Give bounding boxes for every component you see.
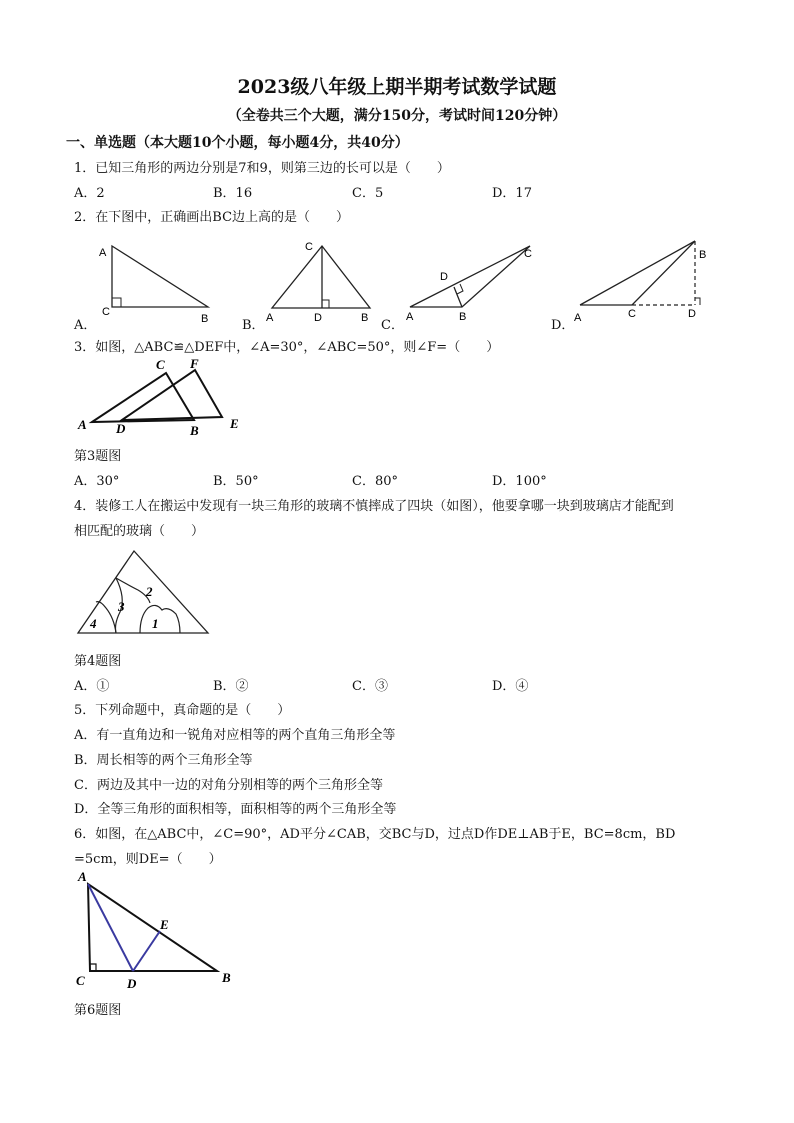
q2-option-b-letter: B． <box>242 318 265 333</box>
question-5-stem: 5．下列命题中，真命题的是（ ） <box>74 703 291 718</box>
q6-label-d: D <box>127 976 137 991</box>
q3-option-a: A．30° <box>74 474 120 489</box>
q2-option-a-letter: A． <box>74 318 97 333</box>
section-heading: 一、单选题（本大题10个小题，每小题4分，共40分） <box>66 135 409 151</box>
q6-figure <box>72 868 242 992</box>
q2d-label-b: B <box>699 249 707 261</box>
q5-option-b: B．周长相等的两个三角形全等 <box>74 753 253 768</box>
q5-option-c: C．两边及其中一边的对角分别相等的两个三角形全等 <box>74 778 383 793</box>
q4-option-b: B．② <box>213 679 249 694</box>
q2c-label-c: C <box>524 248 532 260</box>
q3-label-b: B <box>190 423 199 438</box>
q3-label-d: D <box>116 421 126 436</box>
q6-caption: 第6题图 <box>74 1003 122 1018</box>
q2-figure-d <box>572 236 712 326</box>
q3-label-e: E <box>230 416 239 431</box>
q1-option-b: B．16 <box>213 186 253 201</box>
q2b-label-b: B <box>361 312 369 324</box>
q6-label-b: B <box>222 970 231 985</box>
q4-caption: 第4题图 <box>74 654 122 669</box>
q3-option-b: B．50° <box>213 474 259 489</box>
q2c-label-b: B <box>459 311 467 323</box>
q2-option-c-letter: C． <box>381 318 404 333</box>
q2a-label-b: B <box>201 313 209 325</box>
q5-option-d: D．全等三角形的面积相等，面积相等的两个三角形全等 <box>74 802 397 817</box>
question-6-stem-line-1: 6．如图，在△ABC中，∠C=90°，AD平分∠CAB，交BC与D，过点D作DE⊥AB于E，BC=8cm，BD <box>74 827 676 842</box>
q2d-label-c: C <box>628 308 636 320</box>
question-3-stem: 3．如图，△ABC≌△DEF中，∠A=30°，∠ABC=50°，则∠F=（ ） <box>74 340 500 355</box>
q2b-label-c: C <box>305 241 313 253</box>
q4-option-a: A．① <box>74 679 110 694</box>
q1-option-c: C．5 <box>352 186 384 201</box>
question-4-stem-line-1: 4．装修工人在搬运中发现有一块三角形的玻璃不慎摔成了四块（如图），他要拿哪一块到玻璃店才能配到 <box>74 499 674 514</box>
q2c-label-d: D <box>440 271 448 283</box>
q2d-label-a: A <box>574 312 582 324</box>
q1-option-d: D．17 <box>492 186 532 201</box>
q2-figure-b <box>262 236 382 326</box>
q6-label-c: C <box>76 973 85 988</box>
q3-label-a: A <box>78 417 87 432</box>
q5-option-a: A．有一直角边和一锐角对应相等的两个直角三角形全等 <box>74 728 396 743</box>
q1-option-a: A．2 <box>74 186 105 201</box>
q2b-label-a: A <box>266 312 274 324</box>
q3-caption: 第3题图 <box>74 449 122 464</box>
q2d-label-d: D <box>688 308 696 320</box>
q3-figure <box>74 356 254 440</box>
q2b-label-d: D <box>314 312 322 324</box>
q2-figure-c <box>402 240 542 326</box>
question-1-stem: 1．已知三角形的两边分别是7和9，则第三边的长可以是（ ） <box>74 161 450 176</box>
q3-label-c: C <box>156 357 165 372</box>
q4-label-1: 1 <box>152 616 159 631</box>
q3-label-f: F <box>190 356 199 371</box>
question-4-stem-line-2: 相匹配的玻璃（ ） <box>74 524 205 539</box>
q2-option-d-letter: D． <box>551 318 575 333</box>
q2a-label-c: C <box>102 306 110 318</box>
question-2-stem: 2．在下图中，正确画出BC边上高的是（ ） <box>74 210 350 225</box>
q4-figure <box>76 546 212 638</box>
q4-label-3: 3 <box>118 599 125 614</box>
q4-label-2: 2 <box>146 584 153 599</box>
q4-option-d: D．④ <box>492 679 529 694</box>
page-title: 2023级八年级上期半期考试数学试题 <box>237 76 557 98</box>
exam-info: （全卷共三个大题，满分150分，考试时间120分钟） <box>227 108 567 124</box>
q6-label-a: A <box>78 869 87 884</box>
question-6-stem-line-2: =5cm，则DE=（ ） <box>74 852 222 867</box>
q2-figure-a <box>90 238 220 328</box>
q3-option-c: C．80° <box>352 474 398 489</box>
q6-label-e: E <box>160 917 169 932</box>
q2c-label-a: A <box>406 311 414 323</box>
q3-option-d: D．100° <box>492 474 547 489</box>
q4-option-c: C．③ <box>352 679 388 694</box>
q2a-label-a: A <box>99 247 107 259</box>
q4-label-4: 4 <box>90 616 97 631</box>
